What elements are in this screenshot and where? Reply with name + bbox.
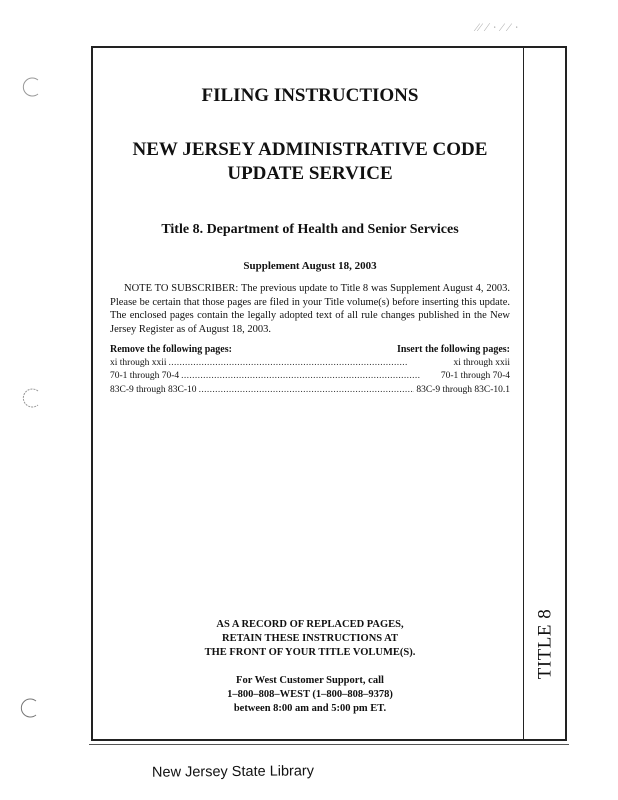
record-notice: [110, 618, 510, 660]
title-tab: [530, 598, 560, 690]
record-line: RETAIN THESE INSTRUCTIONS AT: [222, 633, 398, 644]
subscriber-note: NOTE TO SUBSCRIBER: The previous update to Title 8 was Supplement August 4, 2003. Please be certain that those pages are filed in your Title volume(s) before inserting this update. The enclosed pages contain the legally adopted text of all rule changes published in the New Jersey Register as of August 18, 2003.: [110, 283, 510, 335]
page-frame-bottom-rule: [89, 744, 569, 745]
tab-divider: [523, 46, 524, 741]
department-heading: Title 8. Department of Health and Senior Services: [161, 222, 459, 237]
title-tab-label: TITLE 8: [534, 608, 556, 680]
support-line: For West Customer Support, call: [236, 675, 384, 686]
remove-range: xi through xxii: [110, 357, 167, 368]
insert-range: 83C-9 through 83C-10.1: [416, 384, 510, 395]
insert-header: Insert the following pages:: [396, 344, 510, 355]
library-stamp: New Jersey State Library: [151, 763, 315, 781]
punch-hole-top-icon: [20, 76, 42, 98]
page-replacement-list: [110, 343, 510, 397]
supplement-date: Supplement August 18, 2003: [243, 260, 377, 272]
remove-header: Remove the following pages:: [110, 344, 232, 355]
list-item: [110, 357, 510, 371]
insert-range: 70-1 through 70-4: [440, 371, 510, 381]
support-hours: between 8:00 am and 5:00 pm ET.: [233, 703, 387, 714]
punch-hole-middle-icon: [20, 387, 42, 409]
insert-range: xi through xxii: [453, 357, 510, 368]
list-item: [110, 384, 510, 398]
page-list-header: [110, 343, 510, 357]
support-phone: 1–800–808–WEST (1–800–808–9378): [227, 689, 393, 700]
record-line: THE FRONT OF YOUR TITLE VOLUME(S).: [204, 647, 416, 658]
list-item: [110, 370, 510, 384]
code-title: NEW JERSEY ADMINISTRATIVE CODE: [132, 139, 488, 160]
leader-dots: [199, 384, 415, 398]
page-title: FILING INSTRUCTIONS: [201, 85, 419, 106]
filing-instructions: [110, 84, 510, 397]
customer-support-info: [110, 674, 510, 716]
leader-dots: [181, 370, 439, 384]
record-line: AS A RECORD OF REPLACED PAGES,: [216, 619, 404, 630]
punch-hole-bottom-icon: [18, 697, 40, 719]
leader-dots: [168, 357, 451, 371]
remove-range: 70-1 through 70-4: [110, 371, 180, 381]
code-subtitle: UPDATE SERVICE: [227, 163, 393, 184]
remove-range: 83C-9 through 83C-10: [110, 384, 197, 395]
handwritten-mark: ⁄⁄ ∕ ∙ ⁄ ⁄ ∙: [476, 20, 520, 34]
